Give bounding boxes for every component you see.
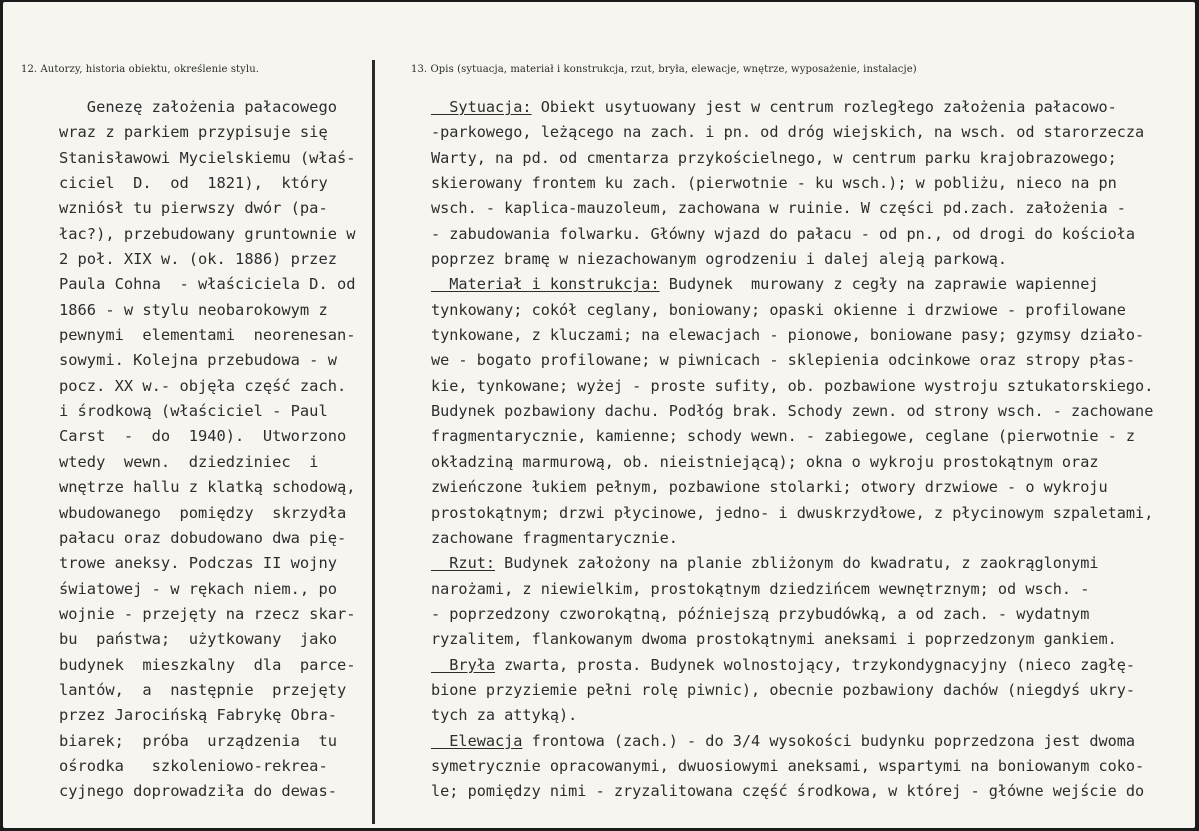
description-text-line bbox=[431, 399, 1195, 424]
description-text-line bbox=[431, 577, 1195, 602]
line-text: frontowa (zach.) - do 3/4 wysokości budynku poprzedzona jest dwoma bbox=[522, 731, 1136, 750]
history-text-line: biarek; próba urządzenia tu bbox=[59, 731, 337, 750]
description-text-line bbox=[431, 120, 1195, 145]
description-text-line bbox=[431, 779, 1195, 804]
history-text-line: Genezę założenia pałacowego bbox=[59, 98, 337, 116]
line-text: Budynek założony na planie zbliżonym do kwadratu, z zaokrąglonymi bbox=[495, 554, 1099, 573]
description-text-line bbox=[431, 196, 1195, 221]
history-text-line: lantów, a następnie przejęty bbox=[59, 680, 347, 699]
line-text: wsch. - kaplica-mauzoleum, zachowana w ruinie. W części pd.zach. założenia - bbox=[431, 199, 1126, 218]
description-text-line bbox=[431, 653, 1195, 678]
section-heading: Elewacja bbox=[431, 731, 523, 750]
line-text: - zabudowania folwarku. Główny wjazd do pałacu - od pn., od drogi do kościoła bbox=[431, 224, 1136, 243]
description-text-line bbox=[431, 450, 1195, 475]
line-text: narożami, z niewielkim, prostokątnym dziedzińcem wewnętrznym; od wsch. - bbox=[431, 579, 1090, 598]
line-text: -parkowego, leżącego na zach. i pn. od dróg wiejskich, na wsch. od starorzecza bbox=[431, 123, 1145, 142]
history-text-line: wojnie - przejęty na rzecz skar- bbox=[59, 604, 356, 623]
description-text-line bbox=[431, 272, 1195, 297]
history-text-line: sowymi. Kolejna przebudowa - w bbox=[59, 351, 337, 370]
history-text-line: wzniósł tu pierwszy dwór (pa- bbox=[59, 199, 328, 218]
section-12-header: 12. Autorzy, historia obiektu, określenie stylu. bbox=[21, 64, 260, 75]
description-text-line bbox=[431, 146, 1195, 171]
history-text-line: budynek mieszkalny dla parce- bbox=[59, 655, 356, 674]
history-text-line: i środkową (właściciel - Paul bbox=[59, 402, 328, 421]
description-text-line bbox=[431, 678, 1195, 703]
history-text-line: bu państwa; użytkowany jako bbox=[59, 630, 337, 649]
description-text-line bbox=[431, 95, 1195, 120]
line-text: skierowany frontem ku zach. (pierwotnie - ku wsch.); w pobliżu, nieco na pn bbox=[431, 174, 1117, 193]
history-text-line: wtedy wewn. dziedziniec i bbox=[59, 452, 319, 471]
description-text-line bbox=[431, 171, 1195, 196]
description-text-line bbox=[431, 501, 1195, 526]
line-text: tynkowany; cokół ceglany, boniowany; opaski okienne i drzwiowe - profilowane bbox=[431, 300, 1126, 319]
line-text: tynkowane, z kluczami; na elewacjach - pionowe, boniowane pasy; gzymsy działo- bbox=[431, 326, 1145, 345]
line-text: okładziną marmurową, ob. nieistniejącą); okna o wykroju prostokątnym oraz bbox=[431, 452, 1099, 471]
description-text-line bbox=[431, 627, 1195, 652]
description-text-line bbox=[431, 247, 1195, 272]
history-text-line: 1866 - w stylu neobarokowym z bbox=[59, 300, 328, 319]
history-text-line: światowej - w rękach niem., po bbox=[59, 579, 337, 598]
history-text-line: Stanisławowi Mycielskiemu (właś- bbox=[59, 148, 356, 167]
line-text: Warty, na pd. od cmentarza przykościelnego, w centrum parku krajobrazowego; bbox=[431, 148, 1117, 167]
history-text-line: trowe aneksy. Podczas II wojny bbox=[59, 554, 337, 573]
description-text-line bbox=[431, 729, 1195, 754]
line-text: Budynek pozbawiony dachu. Podłóg brak. Schody zewn. od strony wsch. - zachowane bbox=[431, 402, 1154, 421]
description-text-line bbox=[431, 526, 1195, 551]
history-text-line: cyjnego doprowadziła do dewas- bbox=[59, 782, 337, 801]
history-text-line: ośrodka szkoleniowo-rekrea- bbox=[59, 756, 328, 775]
section-heading: Bryła bbox=[431, 655, 496, 674]
document-page bbox=[3, 2, 1195, 828]
history-text-line: przez Jarocińską Fabrykę Obra- bbox=[59, 706, 337, 725]
history-text-line: wbudowanego pomiędzy skrzydła bbox=[59, 503, 347, 522]
description-text-line bbox=[431, 348, 1195, 373]
history-text-line: ciciel D. od 1821), który bbox=[59, 174, 328, 193]
section-heading: Rzut: bbox=[431, 554, 496, 573]
description-text-column bbox=[431, 95, 1195, 820]
line-text: kie, tynkowane; wyżej - proste sufity, ob. pozbawione wystroju sztukatorskiego. bbox=[431, 376, 1154, 395]
line-text: we - bogato profilowane; w piwnicach - sklepienia odcinkowe oraz stropy płas- bbox=[431, 351, 1136, 370]
section-13-header: 13. Opis (sytuacja, materiał i konstrukcja, rzut, bryła, elewacje, wnętrze, wyposażenie, instalacje) bbox=[411, 64, 917, 75]
line-text: prostokątnym; drzwi płycinowe, jedno- i dwuskrzydłowe, z płycinowym szpaletami, bbox=[431, 503, 1154, 522]
history-text-line: Paula Cohna - właściciela D. od bbox=[59, 275, 356, 294]
history-text-line: pewnymi elementami neorenesan- bbox=[59, 326, 356, 345]
description-text-line bbox=[431, 222, 1195, 247]
section-heading: Sytuacja: bbox=[431, 98, 532, 116]
description-text-line bbox=[431, 323, 1195, 348]
history-text-line: łac?), przebudowany gruntownie w bbox=[59, 224, 356, 243]
history-text-line: wnętrze hallu z klatką schodową, bbox=[59, 478, 356, 497]
line-text: zachowane fragmentarycznie. bbox=[431, 528, 678, 547]
line-text: Budynek murowany z cegły na zaprawie wapiennej bbox=[659, 275, 1099, 294]
line-text: fragmentarycznie, kamienne; schody wewn. - zabiegowe, ceglane (pierwotnie - z bbox=[431, 427, 1136, 446]
line-text: le; pomiędzy nimi - zryzalitowana część środkowa, w której - główne wejście do bbox=[431, 782, 1145, 801]
section-heading: Materiał i konstrukcja: bbox=[431, 275, 660, 294]
line-text: poprzez bramę w niezachowanym ogrodzeniu i dalej aleją parkową. bbox=[431, 250, 1008, 269]
line-text: tych za attyką). bbox=[431, 706, 578, 725]
line-text: - poprzedzony czworokątną, późniejszą przybudówką, a od zach. - wydatnym bbox=[431, 604, 1090, 623]
history-text-line: Carst - do 1940). Utworzono bbox=[59, 427, 347, 446]
line-text: symetrycznie opracowanymi, dwuosiowymi aneksami, wspartymi na boniowanym coko- bbox=[431, 756, 1145, 775]
history-text-line: pałacu oraz dobudowano dwa pię- bbox=[59, 528, 347, 547]
description-text-line bbox=[431, 374, 1195, 399]
column-divider bbox=[372, 60, 375, 824]
line-text: Obiekt usytuowany jest w centrum rozległego założenia pałacowo- bbox=[531, 98, 1117, 116]
line-text: bione przyziemie pełni rolę piwnic), obecnie pozbawiony dachów (niegdyś ukry- bbox=[431, 680, 1136, 699]
history-text-line: pocz. XX w.- objęła część zach. bbox=[59, 376, 347, 395]
line-text: zwarta, prosta. Budynek wolnostojący, trzykondygnacyjny (nieco zagłę- bbox=[495, 655, 1136, 674]
description-text-line bbox=[431, 551, 1195, 576]
description-text-line bbox=[431, 298, 1195, 323]
line-text: zwieńczone łukiem pełnym, pozbawione stolarki; otwory drzwiowe - o wykroju bbox=[431, 478, 1108, 497]
description-text-line bbox=[431, 703, 1195, 728]
description-text-line bbox=[431, 602, 1195, 627]
line-text: ryzalitem, flankowanym dwoma prostokątnymi aneksami i poprzedzonym gankiem. bbox=[431, 630, 1117, 649]
description-text-line bbox=[431, 424, 1195, 449]
description-text-line bbox=[431, 754, 1195, 779]
description-text-line bbox=[431, 475, 1195, 500]
history-text-line: 2 poł. XIX w. (ok. 1886) przez bbox=[59, 250, 337, 269]
history-text-line: wraz z parkiem przypisuje się bbox=[59, 123, 328, 142]
history-text-column bbox=[59, 95, 372, 820]
